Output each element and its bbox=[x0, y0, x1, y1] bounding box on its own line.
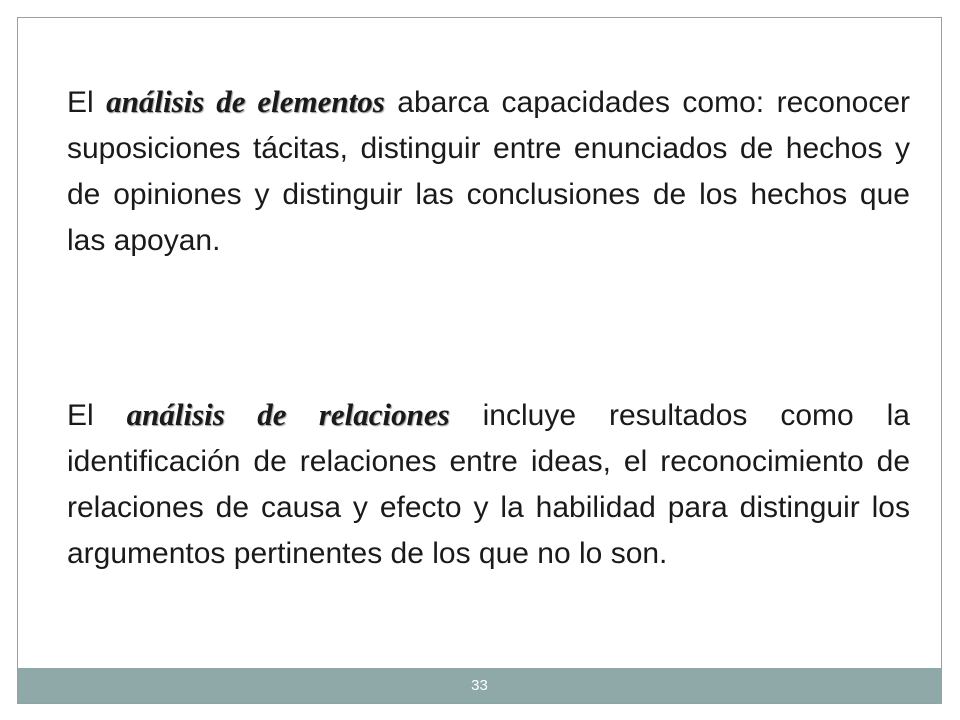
paragraph-lead: El bbox=[67, 399, 127, 432]
slide-frame bbox=[17, 17, 942, 704]
paragraph-body: abarca capacidades como: reconocer suposiciones tácitas, distinguir entre enunciados de hechos y de opiniones y distinguir las conclusiones de los hechos que las apoyan. bbox=[67, 86, 911, 257]
term-elements-analysis: análisis de elementos bbox=[106, 84, 385, 119]
footer-bar bbox=[18, 668, 941, 703]
paragraph-lead: El bbox=[67, 86, 107, 119]
paragraph-relations-analysis bbox=[67, 392, 910, 577]
term-relations-analysis: análisis de relaciones bbox=[126, 397, 450, 432]
page-number: 33 bbox=[471, 677, 488, 694]
paragraph-elements-analysis bbox=[67, 79, 910, 264]
paragraph-body: incluye resultados como la identificación de relaciones entre ideas, el reconocimiento de relaciones de causa y efecto y la habilidad para distinguir los argumentos pertinentes de los que no lo son. bbox=[67, 399, 910, 570]
